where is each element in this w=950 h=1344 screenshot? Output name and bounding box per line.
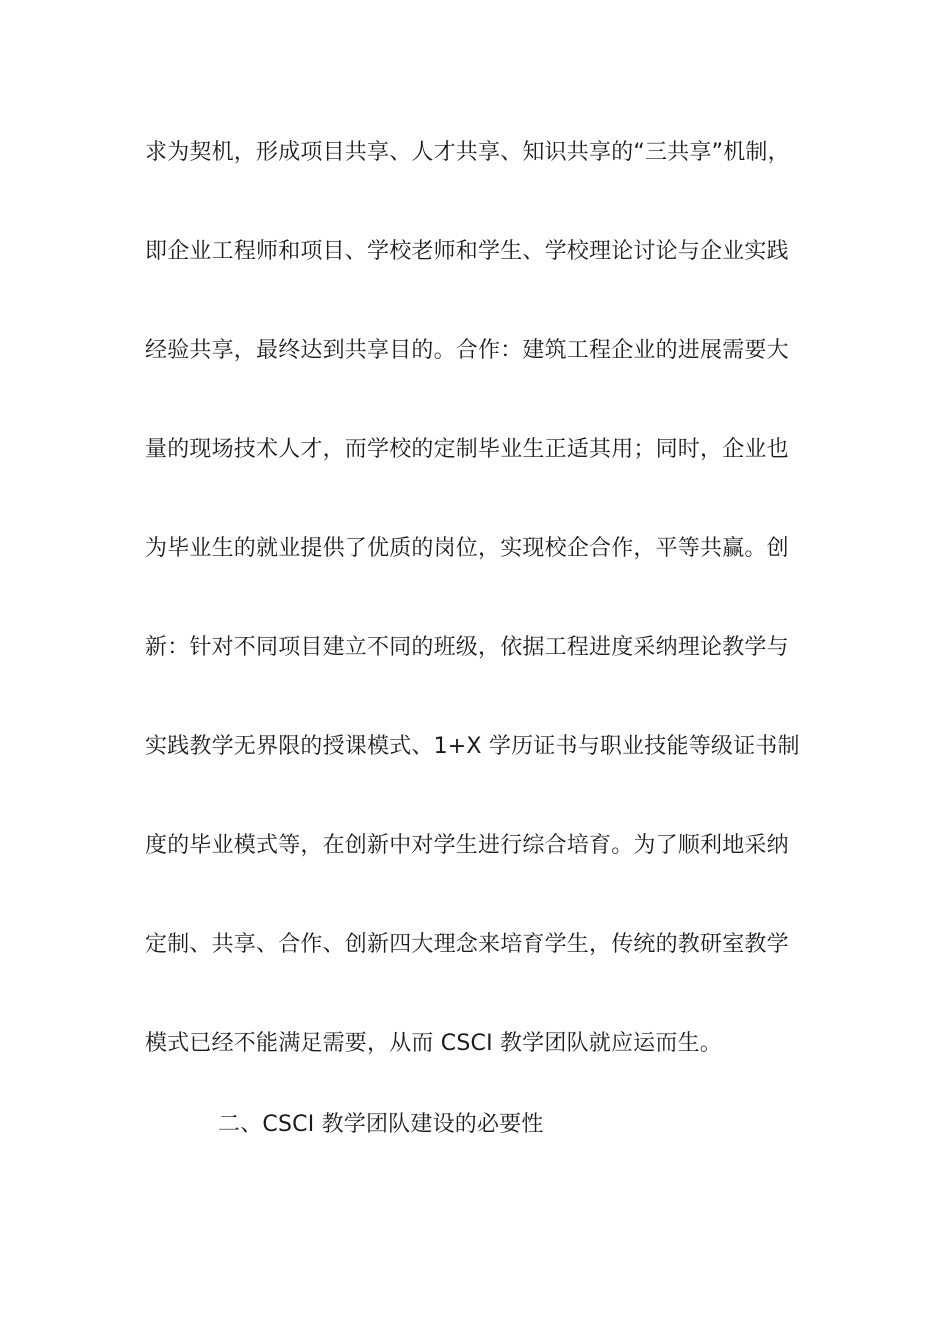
paragraph-line: 量的现场技术人才，而学校的定制毕业生正适其用；同时，企业也 — [145, 437, 789, 462]
paragraph-line: 定制、共享、合作、创新四大理念来培育学生，传统的教研室教学 — [145, 932, 789, 957]
paragraph-line: 度的毕业模式等，在创新中对学生进行综合培育。为了顺利地采纳 — [145, 833, 789, 858]
paragraph-line: 即企业工程师和项目、学校老师和学生、学校理论讨论与企业实践 — [145, 239, 789, 264]
paragraph-line: 为毕业生的就业提供了优质的岗位，实现校企合作，平等共赢。创 — [145, 536, 789, 561]
paragraph-line: 实践教学无界限的授课模式、1+X 学历证书与职业技能等级证书制 — [145, 734, 800, 759]
paragraph-line: 新：针对不同项目建立不同的班级，依据工程进度采纳理论教学与 — [145, 635, 789, 660]
paragraph-line: 模式已经不能满足需要，从而 CSCI 教学团队就应运而生。 — [145, 1031, 722, 1056]
paragraph-line: 经验共享，最终达到共享目的。合作：建筑工程企业的进展需要大 — [145, 338, 789, 363]
section-heading: 二、CSCI 教学团队建设的必要性 — [218, 1112, 544, 1137]
paragraph-line: 求为契机，形成项目共享、人才共享、知识共享的“三共享”机制， — [145, 140, 790, 165]
